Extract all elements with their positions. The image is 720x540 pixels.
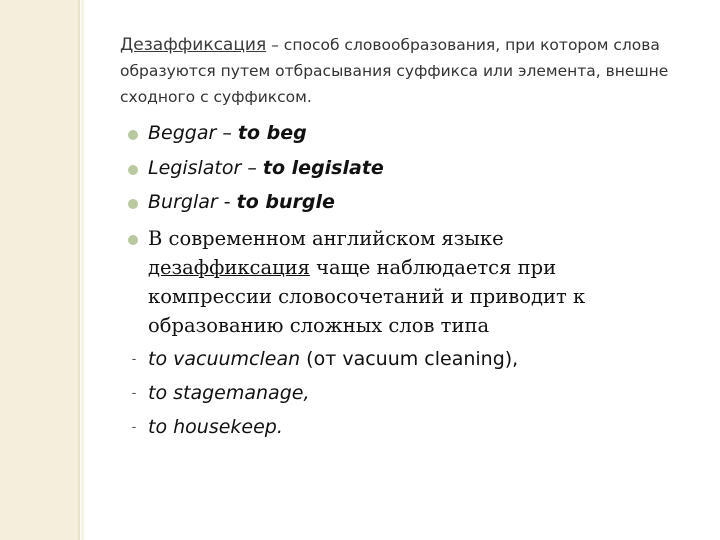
dash-marker: - [131,386,137,401]
noun-word: Beggar [148,122,217,144]
list-item [128,157,688,183]
verb-word: to burgle [236,191,335,213]
paragraph-after: чаще наблюдается при компрессии словосочетаний и приводит к образованию сложных слов типа [148,256,586,337]
heading-term: Дезаффиксация [120,35,267,55]
example-item [128,382,688,408]
dash-marker: - [131,352,137,367]
separator: – [241,157,263,179]
slide-heading [120,32,710,110]
list-item [128,122,688,148]
paragraph-term: дезаффиксация [148,256,310,279]
bullet-text [148,191,335,213]
list-item [128,191,688,217]
paragraph-before: В современном английском языке [148,227,504,250]
example-plain: (от vacuum cleaning), [300,348,519,370]
noun-word: Burglar [148,191,218,213]
bullet-dot-icon [128,165,138,175]
bullet-text [148,157,384,179]
example-italic: to housekeep. [148,416,283,438]
example-item [128,348,688,374]
verb-word: to beg [237,122,307,144]
separator: – [216,122,238,144]
example-text [148,416,283,438]
dash-marker: - [131,420,137,435]
separator: - [217,191,237,213]
bullet-text [148,122,307,144]
paragraph-text [148,224,668,340]
example-text [148,348,518,370]
example-italic: to stagemanage, [148,382,310,404]
bullet-dot-icon [128,235,138,245]
list-item-paragraph [128,224,688,344]
example-item [128,416,688,442]
noun-word: Legislator [148,157,242,179]
bullet-dot-icon [128,199,138,209]
left-decorative-stripe [0,0,80,540]
heading-definition: – способ словообразования, при котором слова образуются путем отбрасывания суффикса или элемента, внешне сходного с суффиксом. [120,36,669,106]
verb-word: to legislate [262,157,384,179]
example-text [148,382,309,404]
bullet-dot-icon [128,130,138,140]
example-italic: to vacuumclean [148,348,301,370]
